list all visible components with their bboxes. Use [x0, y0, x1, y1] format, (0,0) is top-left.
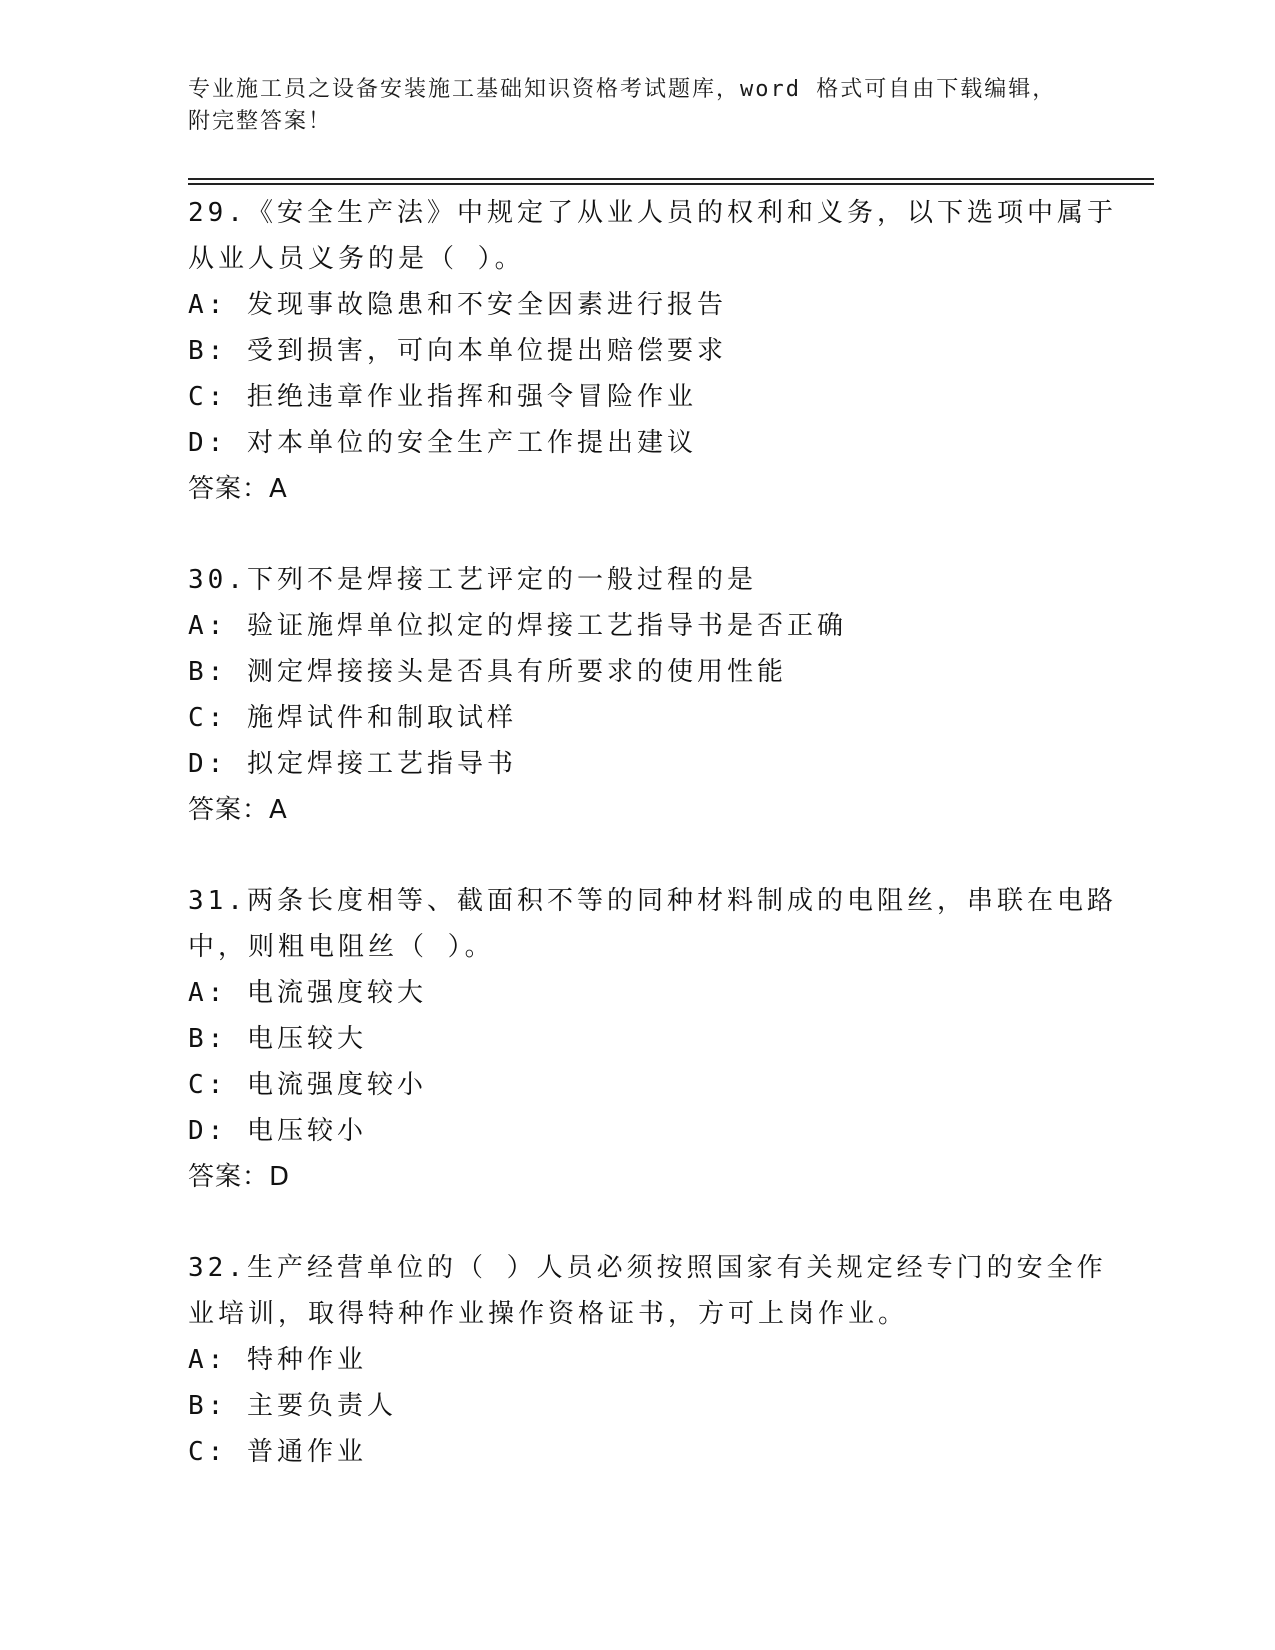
question-stem: 31.两条长度相等、截面积不等的同种材料制成的电阻丝，串联在电路	[188, 886, 1117, 916]
document-header	[188, 74, 1068, 138]
option-c: C: 拒绝违章作业指挥和强令冒险作业	[188, 382, 697, 412]
option-c: C: 普通作业	[188, 1437, 367, 1467]
option-d: D: 拟定焊接工艺指导书	[188, 749, 517, 779]
header-divider	[188, 178, 1154, 180]
option-a: A: 电流强度较大	[188, 978, 427, 1008]
question-29	[188, 190, 1117, 512]
option-c: C: 施焊试件和制取试样	[188, 703, 517, 733]
question-31	[188, 878, 1117, 1200]
question-stem: 从业人员义务的是（ ）。	[188, 244, 525, 274]
question-32	[188, 1245, 1107, 1475]
question-stem: 业培训，取得特种作业操作资格证书，方可上岗作业。	[188, 1299, 909, 1329]
answer: 答案：A	[188, 474, 288, 504]
question-stem: 中，则粗电阻丝（ ）。	[188, 932, 495, 962]
option-b: B: 电压较大	[188, 1024, 367, 1054]
option-b: B: 受到损害，可向本单位提出赔偿要求	[188, 336, 727, 366]
answer: 答案：D	[188, 1162, 291, 1192]
option-d: D: 电压较小	[188, 1116, 367, 1146]
header-divider	[188, 183, 1154, 185]
question-list	[188, 190, 1117, 1520]
option-b: B: 测定焊接接头是否具有所要求的使用性能	[188, 657, 787, 687]
question-30	[188, 557, 1088, 833]
option-d: D: 对本单位的安全生产工作提出建议	[188, 428, 697, 458]
header-line: 附完整答案！	[188, 109, 333, 134]
option-c: C: 电流强度较小	[188, 1070, 427, 1100]
question-stem: 30.下列不是焊接工艺评定的一般过程的是	[188, 565, 757, 595]
option-a: A: 特种作业	[188, 1345, 367, 1375]
answer: 答案：A	[188, 795, 288, 825]
option-a: A: 验证施焊单位拟定的焊接工艺指导书是否正确	[188, 611, 847, 641]
option-a: A: 发现事故隐患和不安全因素进行报告	[188, 290, 727, 320]
question-stem: 32.生产经营单位的（ ）人员必须按照国家有关规定经专门的安全作	[188, 1253, 1107, 1283]
question-stem: 29.《安全生产法》中规定了从业人员的权利和义务，以下选项中属于	[188, 198, 1117, 228]
option-b: B: 主要负责人	[188, 1391, 397, 1421]
header-line: 专业施工员之设备安装施工基础知识资格考试题库，word 格式可自由下载编辑，	[188, 77, 1057, 102]
